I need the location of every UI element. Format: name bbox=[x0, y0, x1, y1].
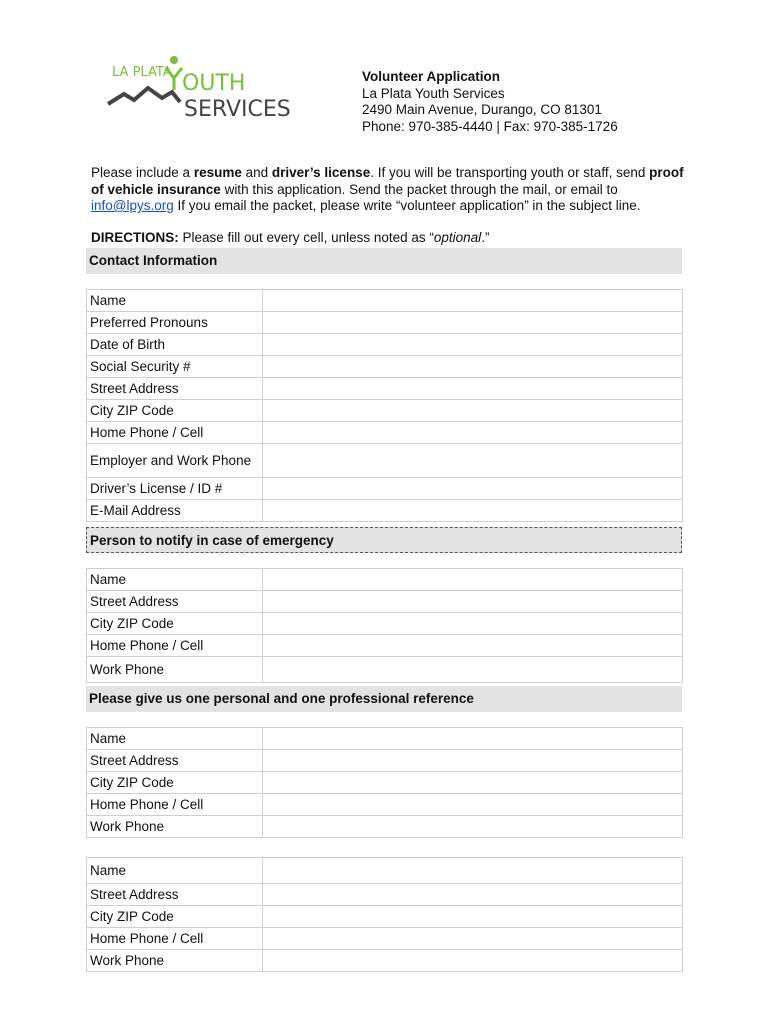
form-row bbox=[87, 591, 683, 613]
field-input[interactable] bbox=[263, 444, 683, 478]
form-row bbox=[87, 794, 683, 816]
form-row bbox=[87, 858, 683, 884]
field-input[interactable] bbox=[263, 478, 683, 500]
org-phone: Phone: 970-385-4440 | Fax: 970-385-1726 bbox=[362, 118, 618, 134]
field-input[interactable] bbox=[263, 728, 683, 750]
svg-text:LA PLATA: LA PLATA bbox=[112, 65, 172, 80]
form-row bbox=[87, 422, 683, 444]
field-label: Home Phone / Cell bbox=[87, 794, 263, 816]
field-label: Work Phone bbox=[87, 950, 263, 972]
field-label: E-Mail Address bbox=[87, 500, 263, 522]
field-label: Street Address bbox=[87, 378, 263, 400]
org-name: La Plata Youth Services bbox=[362, 85, 505, 101]
field-input[interactable] bbox=[263, 591, 683, 613]
field-label: Date of Birth bbox=[87, 334, 263, 356]
intro-resume: resume bbox=[193, 165, 242, 180]
intro-text: . If you will be transporting youth or staff, send bbox=[370, 165, 650, 180]
form-row bbox=[87, 478, 683, 500]
form-row bbox=[87, 816, 683, 838]
field-label: Work Phone bbox=[87, 816, 263, 838]
field-label: Home Phone / Cell bbox=[87, 928, 263, 950]
form-row bbox=[87, 312, 683, 334]
field-input[interactable] bbox=[263, 312, 683, 334]
field-label: Name bbox=[87, 569, 263, 591]
form-row bbox=[87, 750, 683, 772]
contact-table bbox=[86, 289, 683, 522]
field-input[interactable] bbox=[263, 356, 683, 378]
field-input[interactable] bbox=[263, 635, 683, 657]
directions-label: DIRECTIONS: bbox=[91, 230, 179, 245]
field-input[interactable] bbox=[263, 500, 683, 522]
intro-license: driver’s license bbox=[271, 165, 371, 180]
lpys-logo bbox=[106, 54, 291, 130]
field-label: Street Address bbox=[87, 591, 263, 613]
field-input[interactable] bbox=[263, 613, 683, 635]
field-label: Home Phone / Cell bbox=[87, 635, 263, 657]
field-label: Name bbox=[87, 290, 263, 312]
form-row bbox=[87, 635, 683, 657]
form-title: Volunteer Application bbox=[362, 69, 501, 84]
field-input[interactable] bbox=[263, 750, 683, 772]
intro-text: Please include a bbox=[91, 165, 194, 180]
field-label: Work Phone bbox=[87, 657, 263, 683]
field-input[interactable] bbox=[263, 290, 683, 312]
form-row bbox=[87, 950, 683, 972]
field-label: Name bbox=[87, 858, 263, 884]
section-emergency-contact: Person to notify in case of emergency bbox=[86, 527, 682, 553]
intro-text: with this application. Send the packet through the mail, or email to bbox=[220, 181, 618, 197]
field-label: Name bbox=[87, 728, 263, 750]
intro-text: If you email the packet, please write “volunteer application” in the subject line. bbox=[173, 198, 641, 213]
intro-insurance: proof of vehicle insurance bbox=[91, 165, 684, 197]
form-row bbox=[87, 906, 683, 928]
field-input[interactable] bbox=[263, 334, 683, 356]
form-row bbox=[87, 728, 683, 750]
field-input[interactable] bbox=[263, 657, 683, 683]
directions bbox=[91, 230, 489, 245]
form-row bbox=[87, 400, 683, 422]
directions-optional: optional bbox=[433, 230, 482, 245]
svg-text:SERVICES: SERVICES bbox=[184, 97, 291, 122]
field-label: Street Address bbox=[87, 884, 263, 906]
field-input[interactable] bbox=[263, 906, 683, 928]
form-row bbox=[87, 884, 683, 906]
directions-text: Please fill out every cell, unless noted as “ bbox=[178, 230, 434, 245]
form-row bbox=[87, 772, 683, 794]
field-input[interactable] bbox=[263, 794, 683, 816]
field-input[interactable] bbox=[263, 816, 683, 838]
field-label: City ZIP Code bbox=[87, 400, 263, 422]
form-row bbox=[87, 334, 683, 356]
field-input[interactable] bbox=[263, 772, 683, 794]
field-input[interactable] bbox=[263, 928, 683, 950]
field-input[interactable] bbox=[263, 858, 683, 884]
form-row bbox=[87, 500, 683, 522]
form-row bbox=[87, 444, 683, 478]
form-row bbox=[87, 356, 683, 378]
field-label: Street Address bbox=[87, 750, 263, 772]
form-row bbox=[87, 928, 683, 950]
emergency-table bbox=[86, 568, 683, 683]
form-row bbox=[87, 569, 683, 591]
field-label: Social Security # bbox=[87, 356, 263, 378]
section-contact-information: Contact Information bbox=[86, 248, 682, 274]
field-label: Employer and Work Phone bbox=[87, 444, 263, 478]
field-label: Preferred Pronouns bbox=[87, 312, 263, 334]
reference-2-table bbox=[86, 857, 683, 972]
svg-text:OUTH: OUTH bbox=[182, 71, 246, 96]
field-input[interactable] bbox=[263, 884, 683, 906]
form-row bbox=[87, 290, 683, 312]
field-input[interactable] bbox=[263, 378, 683, 400]
email-link[interactable]: info@lpys.org bbox=[91, 198, 174, 213]
field-input[interactable] bbox=[263, 569, 683, 591]
form-row bbox=[87, 378, 683, 400]
form-row bbox=[87, 657, 683, 683]
field-input[interactable] bbox=[263, 400, 683, 422]
reference-1-table bbox=[86, 727, 683, 838]
intro-text: and bbox=[241, 165, 272, 180]
field-label: City ZIP Code bbox=[87, 906, 263, 928]
field-input[interactable] bbox=[263, 422, 683, 444]
field-label: City ZIP Code bbox=[87, 613, 263, 635]
intro-paragraph bbox=[91, 165, 691, 215]
section-references: Please give us one personal and one professional reference bbox=[86, 686, 682, 712]
field-label: City ZIP Code bbox=[87, 772, 263, 794]
field-label: Home Phone / Cell bbox=[87, 422, 263, 444]
field-label: Driver’s License / ID # bbox=[87, 478, 263, 500]
org-address: 2490 Main Avenue, Durango, CO 81301 bbox=[362, 102, 602, 117]
form-row bbox=[87, 613, 683, 635]
field-input[interactable] bbox=[263, 950, 683, 972]
directions-text: .” bbox=[481, 230, 490, 245]
header-block bbox=[362, 69, 618, 135]
